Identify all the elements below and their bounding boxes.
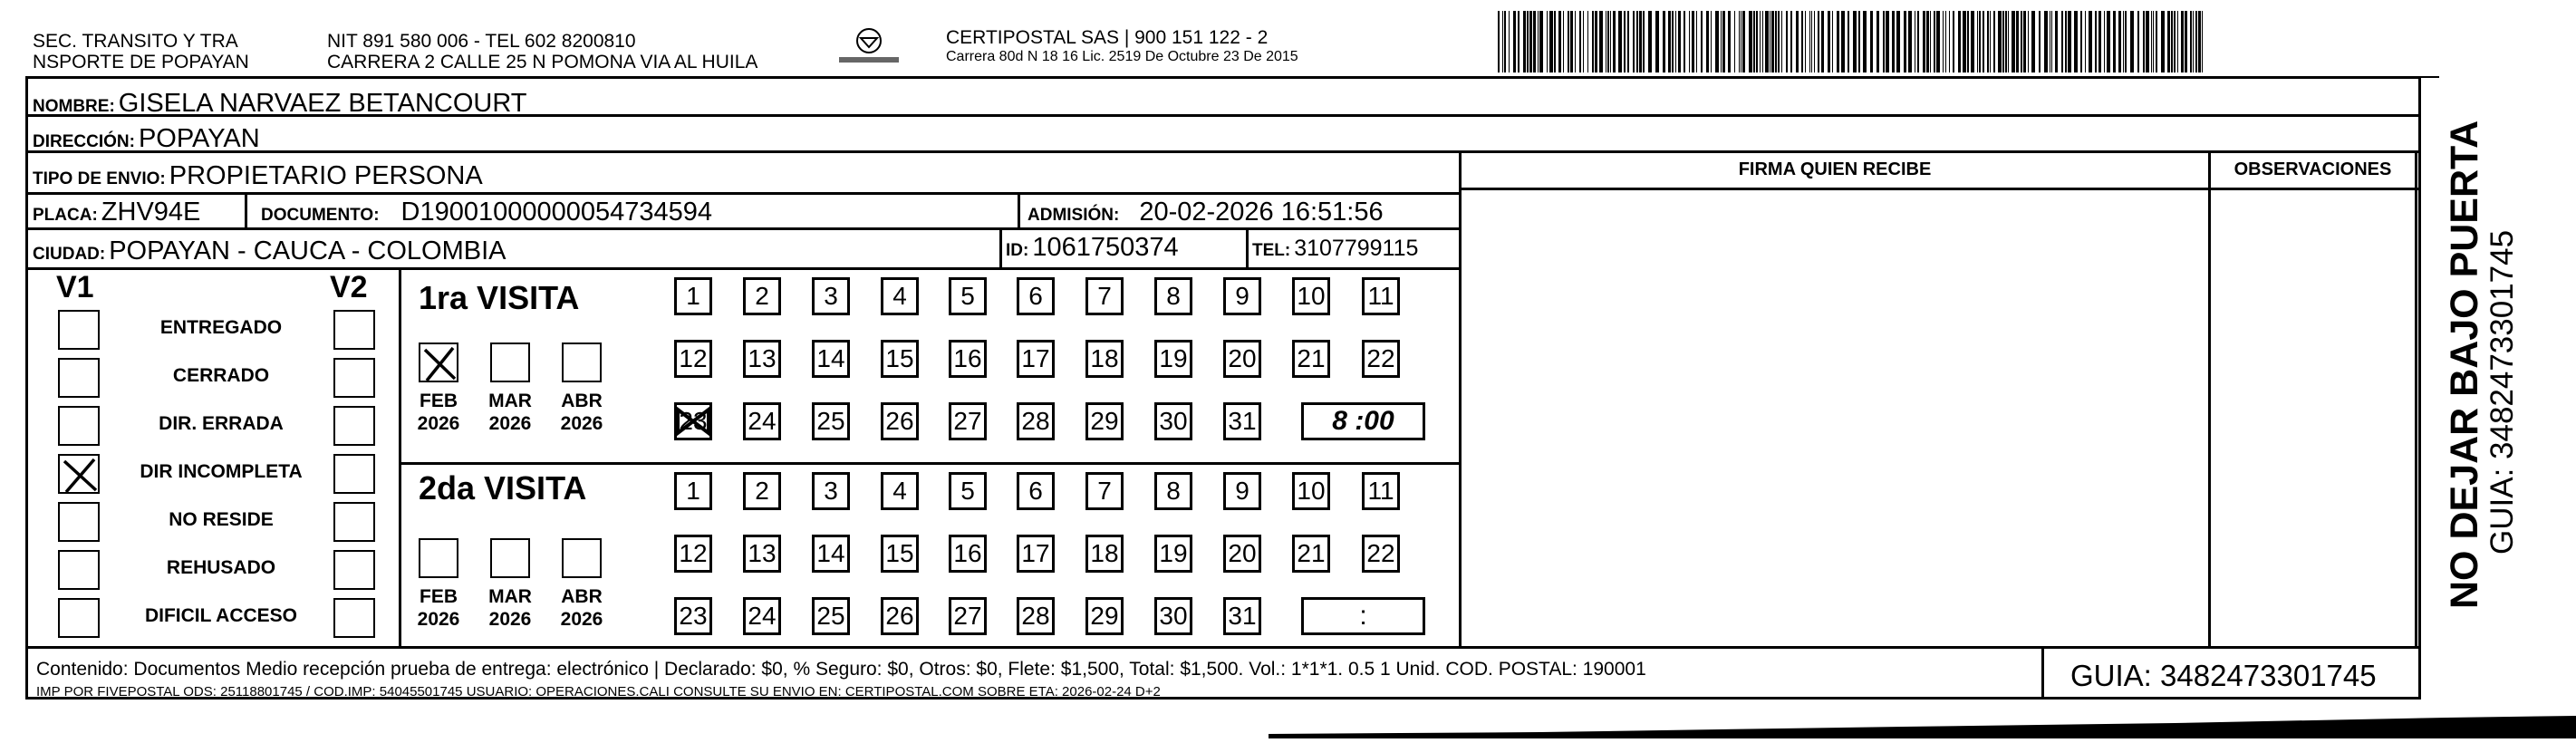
visit1-day-number: 14: [816, 344, 845, 372]
visit2-day-number: 25: [816, 602, 845, 630]
visit1-day-8[interactable]: [1154, 277, 1192, 315]
courier-line1: CERTIPOSTAL SAS | 900 151 122 - 2: [946, 27, 1269, 48]
visit1-day-number: 18: [1090, 344, 1119, 372]
barcode: [1498, 11, 2211, 72]
v1-checkbox[interactable]: [58, 598, 100, 638]
observaciones-header: OBSERVACIONES: [2233, 159, 2392, 179]
footer-guia: GUIA: 3482473301745: [2070, 659, 2377, 692]
visit1-day-number: 17: [1021, 344, 1050, 372]
visit2-day-number: 17: [1021, 539, 1050, 567]
no-dejar-warning: NO DEJAR BAJO PUERTA: [2443, 120, 2486, 609]
nombre-field: [33, 89, 526, 119]
visit2-day-10[interactable]: [1292, 472, 1330, 510]
tipo-envio-field: [33, 161, 483, 191]
tel-value: 3107799115: [1294, 236, 1419, 261]
visit1-day-number: 22: [1366, 344, 1395, 372]
sender-line2: NSPORTE DE POPAYAN: [33, 52, 249, 72]
visit2-day-19[interactable]: [1154, 535, 1192, 573]
courier-line2: Carrera 80d N 18 16 Lic. 2519 De Octubre 23 De 2015: [946, 49, 1298, 64]
visit1-day-number: 30: [1159, 407, 1188, 435]
visit2-day-9[interactable]: [1223, 472, 1261, 510]
visit2-month-checkbox[interactable]: [562, 538, 602, 578]
visit1-day-number: 25: [816, 407, 845, 435]
v2-checkbox[interactable]: [333, 454, 375, 494]
footer-contents: Contenido: Documentos Medio recepción prueba de entrega: electrónico | Declarado: $0, % Seguro: $0, Otros: $0, Flete: $1,500, Total: $1,500. Vol.: 1*1*1. 0.5 1 Unid. COD. POSTAL: 190001: [36, 659, 1646, 680]
visit1-day-13[interactable]: [743, 340, 781, 378]
visit1-day-number: 12: [679, 344, 708, 372]
visit1-day-number: 9: [1235, 282, 1249, 310]
admision-field: [1028, 198, 1384, 227]
ciudad-label: CIUDAD:: [33, 245, 106, 264]
visit1-day-number: 20: [1228, 344, 1257, 372]
visit1-day-27[interactable]: [949, 402, 987, 440]
visit1-time-value: 8 :00: [1332, 406, 1394, 436]
visit1-day-7[interactable]: [1085, 277, 1124, 315]
visit2-day-number: 1: [686, 477, 700, 505]
ciudad-value: POPAYAN - CAUCA - COLOMBIA: [109, 236, 507, 265]
reason-label: DIR. ERRADA: [159, 413, 284, 434]
visit2-day-number: 8: [1166, 477, 1181, 505]
visit1-day-4[interactable]: [881, 277, 919, 315]
visit2-month-year: 2026: [417, 609, 460, 630]
visit1-day-number: 4: [892, 282, 907, 310]
visit1-day-number: 3: [824, 282, 838, 310]
visit2-day-number: 20: [1228, 539, 1257, 567]
v2-checkbox[interactable]: [333, 502, 375, 542]
visit2-month-name: FEB: [420, 586, 458, 607]
visit1-day-number: 10: [1297, 282, 1326, 310]
visit1-day-number: 7: [1097, 282, 1112, 310]
v1-checkbox[interactable]: [58, 406, 100, 446]
documento-field: [261, 198, 712, 227]
visit2-day-number: 28: [1021, 602, 1050, 630]
tipo-envio-value: PROPIETARIO PERSONA: [169, 161, 483, 190]
visit2-day-number: 23: [679, 602, 708, 630]
visit1-day-number: 16: [953, 344, 982, 372]
visit1-month-checkbox[interactable]: [419, 343, 458, 382]
visit1-day-3[interactable]: [812, 277, 850, 315]
direccion-field: [33, 124, 260, 154]
visit2-day-1[interactable]: [674, 472, 712, 510]
visit1-day-number: 26: [885, 407, 914, 435]
visit2-day-28[interactable]: [1017, 597, 1055, 635]
visit1-month-name: FEB: [420, 391, 458, 411]
reason-label: REHUSADO: [166, 557, 276, 578]
visit2-day-23[interactable]: [674, 597, 712, 635]
visit1-time-field[interactable]: [1301, 402, 1425, 440]
tipo-envio-label: TIPO DE ENVIO:: [33, 169, 166, 188]
visit1-day-11[interactable]: [1362, 277, 1400, 315]
visit2-day-11[interactable]: [1362, 472, 1400, 510]
visit2-day-number: 7: [1097, 477, 1112, 505]
visit2-day-29[interactable]: [1085, 597, 1124, 635]
visit2-day-number: 9: [1235, 477, 1249, 505]
visit2-time-value: :: [1359, 601, 1367, 631]
visit1-month-year: 2026: [560, 413, 603, 434]
visit1-day-number: 21: [1297, 344, 1326, 372]
visit1-day-2[interactable]: [743, 277, 781, 315]
sender-nit: NIT 891 580 006 - TEL 602 8200810: [327, 31, 636, 52]
visit1-day-number: 8: [1166, 282, 1181, 310]
visit2-day-3[interactable]: [812, 472, 850, 510]
visit2-day-number: 22: [1366, 539, 1395, 567]
visit2-day-30[interactable]: [1154, 597, 1192, 635]
reason-label: NO RESIDE: [169, 509, 274, 530]
visit2-month-checkbox[interactable]: [419, 538, 458, 578]
visit1-day-number: 19: [1159, 344, 1188, 372]
torn-edge: [1269, 716, 2576, 738]
id-value: 1061750374: [1032, 233, 1179, 262]
visit1-day-15[interactable]: [881, 340, 919, 378]
visit2-day-13[interactable]: [743, 535, 781, 573]
visit1-month-year: 2026: [417, 413, 460, 434]
visit2-day-15[interactable]: [881, 535, 919, 573]
visit2-day-number: 19: [1159, 539, 1188, 567]
visit2-day-number: 15: [885, 539, 914, 567]
visit2-day-number: 29: [1090, 602, 1119, 630]
id-label: ID:: [1006, 241, 1029, 260]
visit2-month-label: [407, 585, 470, 631]
visit1-day-21[interactable]: [1292, 340, 1330, 378]
visit2-day-6[interactable]: [1017, 472, 1055, 510]
v2-header: V2: [330, 270, 368, 304]
visit1-day-number: 13: [748, 344, 777, 372]
v1-header: V1: [56, 270, 94, 304]
visit2-day-5[interactable]: [949, 472, 987, 510]
visit2-day-16[interactable]: [949, 535, 987, 573]
visit2-day-number: 5: [960, 477, 975, 505]
visit2-month-name: ABR: [561, 586, 603, 607]
visit1-day-5[interactable]: [949, 277, 987, 315]
visit1-month-label: [478, 390, 542, 435]
visit1-day-20[interactable]: [1223, 340, 1261, 378]
visit2-day-number: 30: [1159, 602, 1188, 630]
visit2-day-27[interactable]: [949, 597, 987, 635]
visit1-day-number: 2: [755, 282, 769, 310]
visit2-day-number: 16: [953, 539, 982, 567]
admision-value: 20-02-2026 16:51:56: [1139, 198, 1384, 227]
sender-address: CARRERA 2 CALLE 25 N POMONA VIA AL HUILA: [327, 52, 758, 72]
visit1-day-1[interactable]: [674, 277, 712, 315]
visit1-day-number: 24: [748, 407, 777, 435]
visit1-month-year: 2026: [488, 413, 532, 434]
visit2-day-number: 14: [816, 539, 845, 567]
v1-checkbox[interactable]: [58, 358, 100, 398]
visit1-day-number: 11: [1367, 282, 1394, 310]
visit2-month-label: [478, 585, 542, 631]
visit2-day-number: 3: [824, 477, 838, 505]
visit2-time-field[interactable]: [1301, 597, 1425, 635]
visit2-day-25[interactable]: [812, 597, 850, 635]
visit1-month-label: [407, 390, 470, 435]
v2-checkbox[interactable]: [333, 310, 375, 350]
sender-name: [33, 31, 249, 72]
visit2-day-20[interactable]: [1223, 535, 1261, 573]
visit1-day-9[interactable]: [1223, 277, 1261, 315]
reason-label: ENTREGADO: [159, 317, 283, 338]
reason-label: DIR INCOMPLETA: [140, 461, 303, 482]
visit2-day-number: 6: [1028, 477, 1043, 505]
visit1-day-number: 27: [953, 407, 982, 435]
tel-label: TEL:: [1252, 241, 1291, 260]
visit1-month-label: [550, 390, 613, 435]
sender-line1: SEC. TRANSITO Y TRA: [33, 31, 238, 52]
visit2-day-number: 13: [748, 539, 777, 567]
v2-checkbox[interactable]: [333, 406, 375, 446]
visit2-day-4[interactable]: [881, 472, 919, 510]
placa-field: [33, 198, 200, 227]
visit2-month-label: [550, 585, 613, 631]
id-field: [1006, 233, 1179, 263]
sender-contact: [327, 31, 757, 72]
visit1-day-29[interactable]: [1085, 402, 1124, 440]
visit1-day-22[interactable]: [1362, 340, 1400, 378]
v1-checkbox[interactable]: [58, 310, 100, 350]
visit1-day-number: 28: [1021, 407, 1050, 435]
courier-info: [946, 27, 1298, 66]
visit2-day-number: 21: [1297, 539, 1326, 567]
signature-area[interactable]: [1462, 190, 2208, 646]
v1-checkbox[interactable]: [58, 550, 100, 590]
visit1-day-31[interactable]: [1223, 402, 1261, 440]
placa-label: PLACA:: [33, 206, 98, 225]
visit1-month-name: MAR: [488, 391, 532, 411]
visit1-day-19[interactable]: [1154, 340, 1192, 378]
visit1-day-14[interactable]: [812, 340, 850, 378]
visit2-day-17[interactable]: [1017, 535, 1055, 573]
visit1-day-number: 5: [960, 282, 975, 310]
visit2-day-number: 18: [1090, 539, 1119, 567]
visit2-day-22[interactable]: [1362, 535, 1400, 573]
visit1-day-18[interactable]: [1085, 340, 1124, 378]
visit2-day-21[interactable]: [1292, 535, 1330, 573]
visit1-day-number: 23: [679, 407, 708, 435]
visit2-month-name: MAR: [488, 586, 532, 607]
admision-label: ADMISIÓN:: [1028, 206, 1120, 225]
reason-label: DIFICIL ACCESO: [144, 605, 297, 626]
visit1-day-number: 6: [1028, 282, 1043, 310]
certipostal-logo: [835, 25, 902, 71]
visit2-day-31[interactable]: [1223, 597, 1261, 635]
tel-field: [1252, 236, 1418, 262]
documento-label: DOCUMENTO:: [261, 206, 380, 225]
v1-checkbox[interactable]: [58, 502, 100, 542]
firma-header: FIRMA QUIEN RECIBE: [1738, 159, 1932, 179]
visit1-month-checkbox[interactable]: [562, 343, 602, 382]
direccion-value: POPAYAN: [138, 124, 260, 153]
visit2-day-number: 4: [892, 477, 907, 505]
visit1-day-23[interactable]: [674, 402, 712, 440]
nombre-value: GISELA NARVAEZ BETANCOURT: [118, 89, 527, 118]
visit1-day-number: 31: [1228, 407, 1257, 435]
visit2-day-number: 31: [1228, 602, 1257, 630]
visit2-day-number: 27: [953, 602, 982, 630]
visit1-day-number: 1: [686, 282, 700, 310]
ciudad-field: [33, 236, 507, 266]
observations-area[interactable]: [2211, 190, 2415, 646]
nombre-label: NOMBRE:: [33, 97, 115, 116]
visit2-month-checkbox[interactable]: [490, 538, 530, 578]
visit1-day-number: 15: [885, 344, 914, 372]
visit2-day-number: 26: [885, 602, 914, 630]
visit2-day-number: 2: [755, 477, 769, 505]
visit2-day-18[interactable]: [1085, 535, 1124, 573]
visit1-month-checkbox[interactable]: [490, 343, 530, 382]
visit1-day-17[interactable]: [1017, 340, 1055, 378]
placa-value: ZHV94E: [101, 198, 201, 227]
v2-checkbox[interactable]: [333, 358, 375, 398]
documento-value: D19001000000054734594: [400, 198, 713, 227]
visit2-day-number: 12: [679, 539, 708, 567]
visit1-day-25[interactable]: [812, 402, 850, 440]
visit1-day-10[interactable]: [1292, 277, 1330, 315]
v2-checkbox[interactable]: [333, 598, 375, 638]
visit1-day-12[interactable]: [674, 340, 712, 378]
visit2-day-number: 24: [748, 602, 777, 630]
visit1-title: 1ra VISITA: [419, 279, 580, 316]
visit2-day-14[interactable]: [812, 535, 850, 573]
v1-checkbox[interactable]: [58, 454, 100, 494]
footer-imp-info: IMP POR FIVEPOSTAL ODS: 25118801745 / COD.IMP: 54045501745 USUARIO: OPERACIONES.CALI CONSULTE SU ENVIO EN: CERTIPOSTAL.COM SOBRE ETA: 2026-02-24 D+2: [36, 684, 1161, 700]
visit2-month-year: 2026: [488, 609, 532, 630]
v2-checkbox[interactable]: [333, 550, 375, 590]
visit1-day-30[interactable]: [1154, 402, 1192, 440]
visit2-day-26[interactable]: [881, 597, 919, 635]
visit2-day-2[interactable]: [743, 472, 781, 510]
side-guia: GUIA: 3482473301745: [2484, 229, 2520, 555]
visit1-day-28[interactable]: [1017, 402, 1055, 440]
visit2-day-8[interactable]: [1154, 472, 1192, 510]
visit1-month-name: ABR: [561, 391, 603, 411]
visit2-day-7[interactable]: [1085, 472, 1124, 510]
visit1-day-16[interactable]: [949, 340, 987, 378]
visit2-day-number: 10: [1297, 477, 1326, 505]
visit2-day-number: 11: [1367, 477, 1394, 505]
visit2-day-24[interactable]: [743, 597, 781, 635]
reason-label: CERRADO: [172, 365, 270, 386]
direccion-label: DIRECCIÓN:: [33, 132, 135, 151]
visit2-month-year: 2026: [560, 609, 603, 630]
visit2-title: 2da VISITA: [419, 469, 587, 507]
visit1-day-24[interactable]: [743, 402, 781, 440]
visit1-day-26[interactable]: [881, 402, 919, 440]
visit1-day-number: 29: [1090, 407, 1119, 435]
visit1-day-6[interactable]: [1017, 277, 1055, 315]
visit2-day-12[interactable]: [674, 535, 712, 573]
